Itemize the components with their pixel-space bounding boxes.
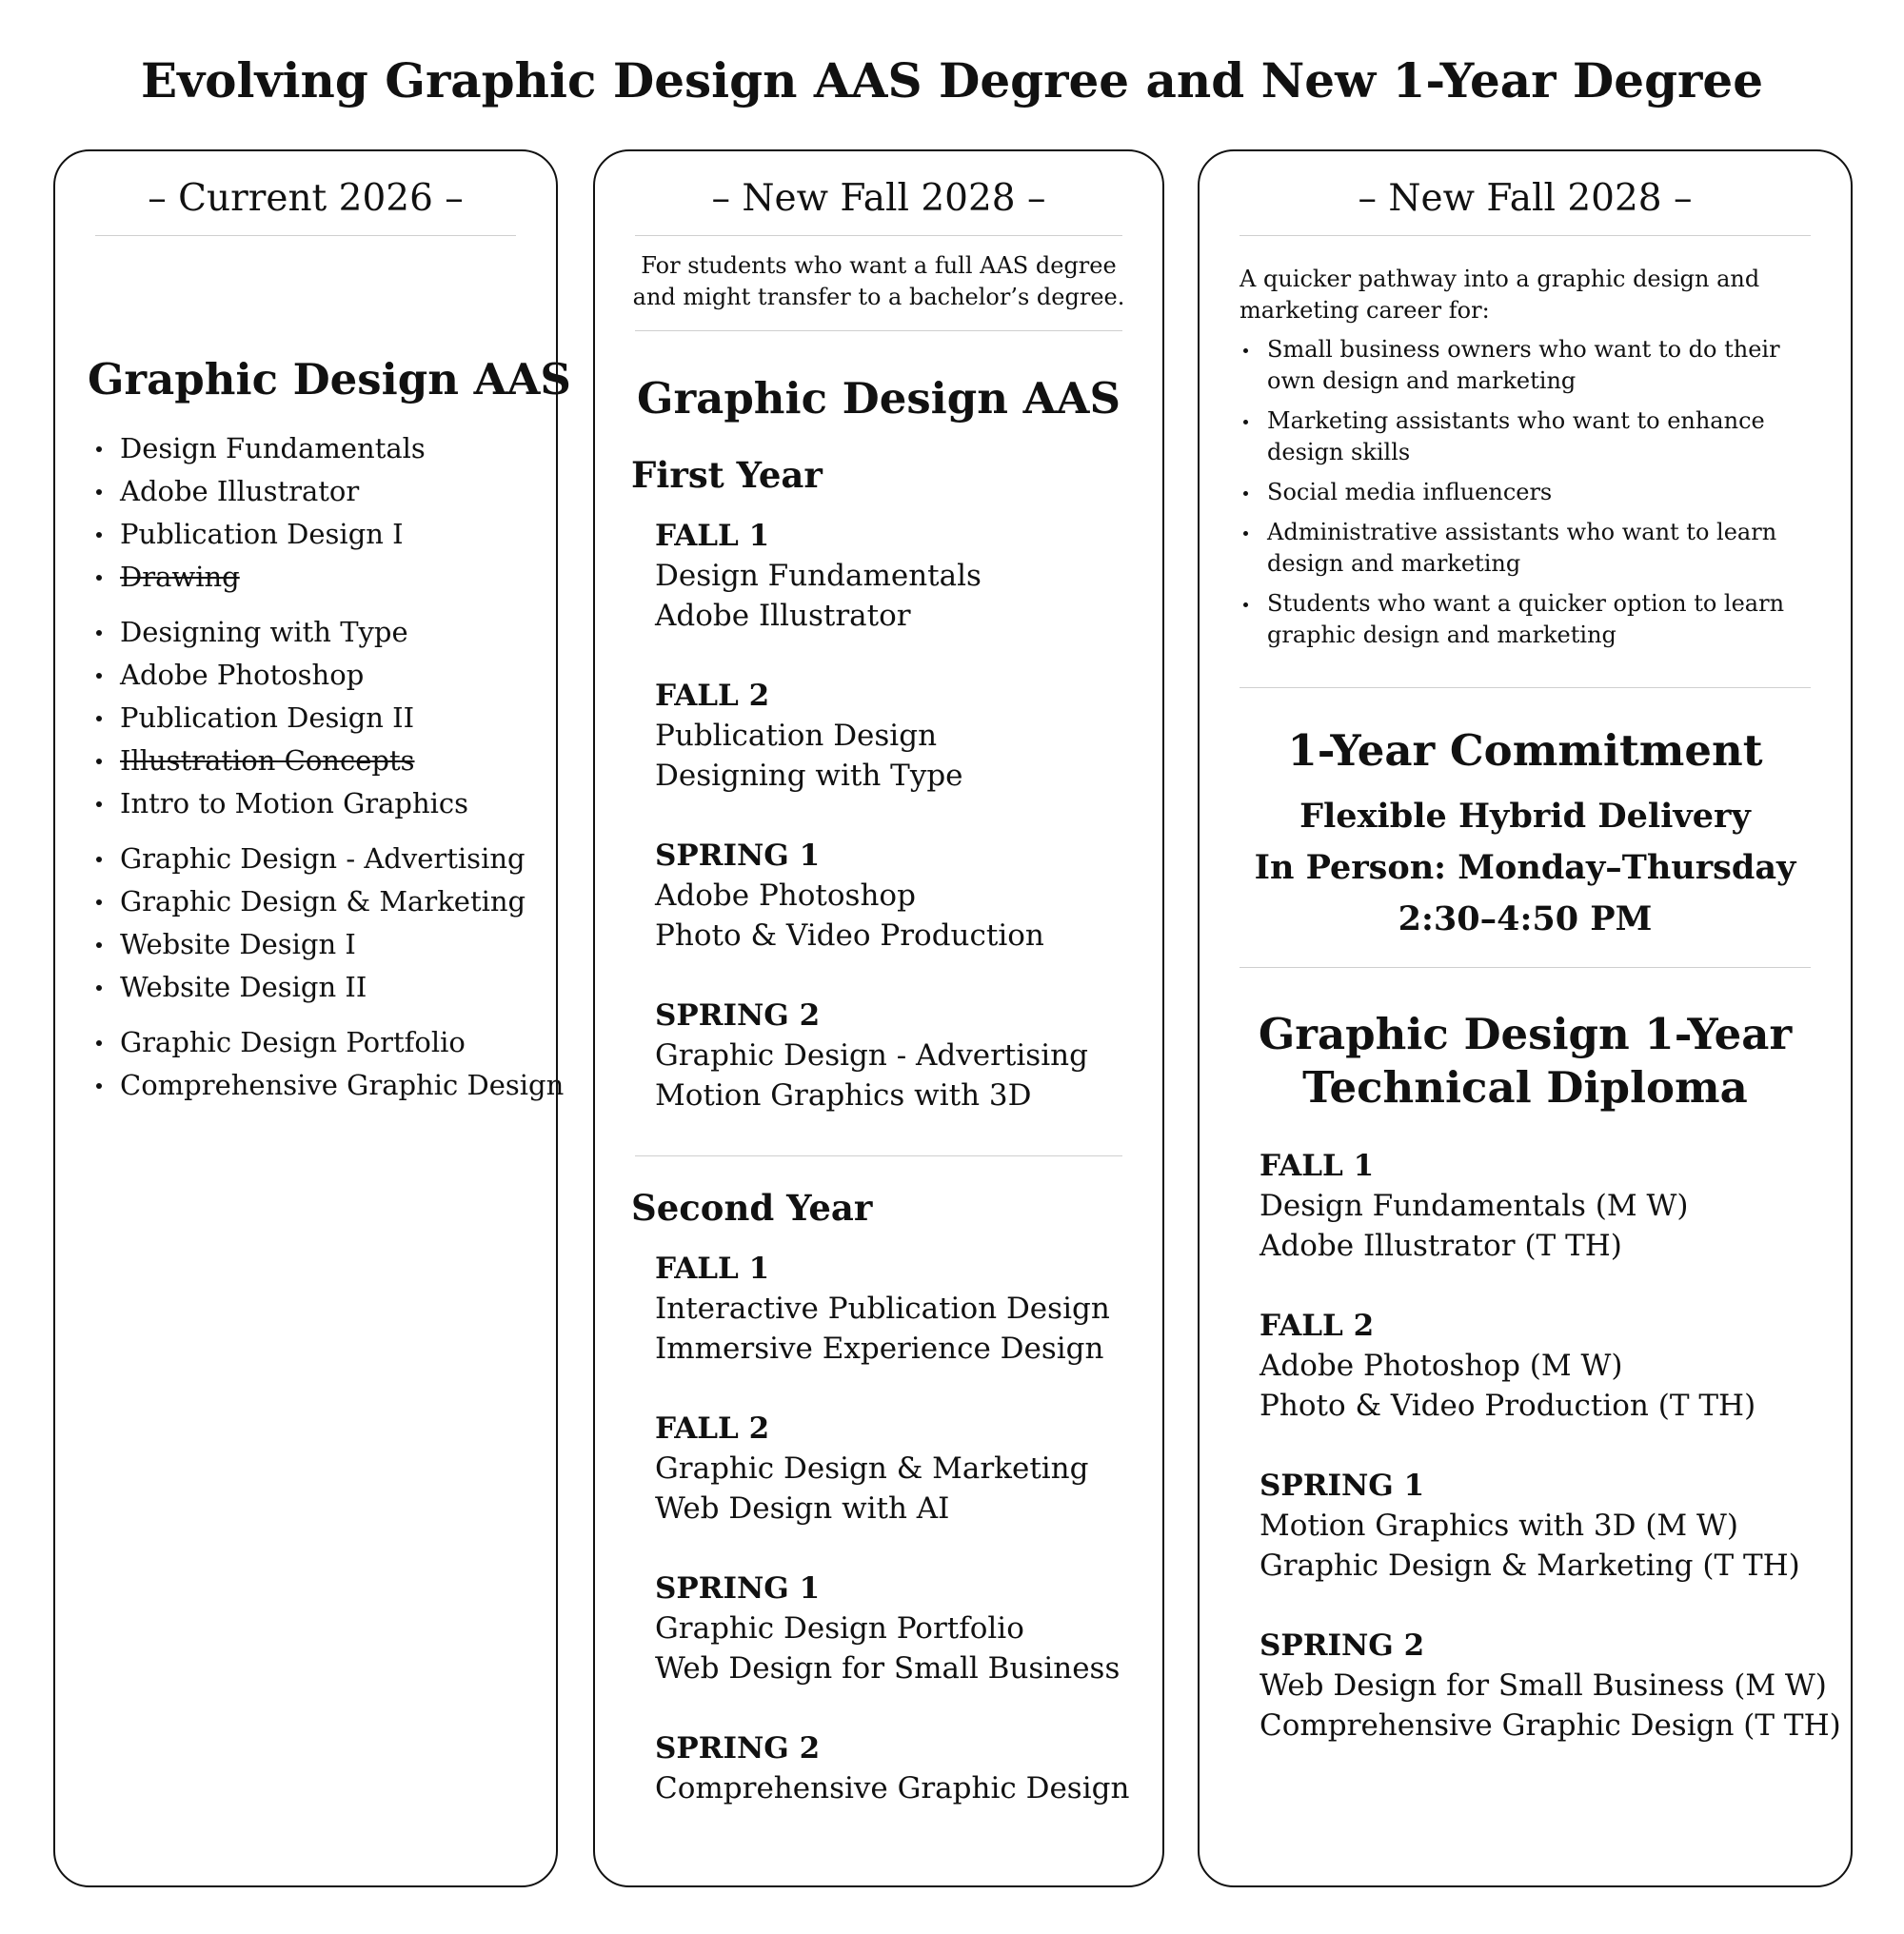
commitment-heading: 1-Year Commitment — [1287, 725, 1763, 776]
commitment-divider — [1240, 967, 1811, 968]
new-aas-program-title: Graphic Design AAS — [637, 373, 1121, 424]
diploma-program-title: Graphic Design 1-Year Technical Diploma — [1258, 1009, 1793, 1113]
term-block: SPRING 2 Graphic Design - Advertising Motion Graphics with 3D — [655, 998, 1088, 1113]
new-diploma-column — [1198, 149, 1853, 1887]
list-item: Publication Design II — [93, 697, 564, 740]
list-item: Graphic Design - Advertising — [93, 838, 564, 880]
list-item: Marketing assistants who want to enhance design skills — [1241, 405, 1803, 468]
term-block: SPRING 2 Web Design for Small Business (M W) Comprehensive Graphic Design (T TH) — [1259, 1628, 1841, 1743]
list-item: Comprehensive Graphic Design — [93, 1064, 564, 1107]
term-block: SPRING 1 Adobe Photoshop Photo & Video Production — [655, 839, 1044, 953]
year-divider — [635, 1155, 1122, 1156]
list-item: Graphic Design Portfolio — [93, 1021, 564, 1064]
new-aas-column — [593, 149, 1164, 1887]
in-person-days: In Person: Monday–Thursday — [1254, 848, 1796, 887]
list-item: Publication Design I — [93, 513, 564, 556]
second-year-heading: Second Year — [631, 1187, 873, 1229]
page-title: Evolving Graphic Design AAS Degree and New 1-Year Degree — [140, 52, 1764, 109]
term-block: FALL 1 Design Fundamentals Adobe Illustrator — [655, 519, 982, 633]
new-aas-header: – New Fall 2028 – — [711, 177, 1046, 220]
term-block: FALL 1 Design Fundamentals (M W) Adobe Illustrator (T TH) — [1259, 1149, 1689, 1263]
class-time: 2:30–4:50 PM — [1398, 899, 1653, 938]
list-item: Graphic Design & Marketing — [93, 880, 564, 923]
list-item: Intro to Motion Graphics — [93, 782, 564, 825]
term-block: FALL 2 Adobe Photoshop (M W) Photo & Video Production (T TH) — [1259, 1309, 1756, 1423]
audience-divider — [1240, 687, 1811, 688]
current-column — [53, 149, 571, 1887]
current-header: – Current 2026 – — [148, 177, 464, 220]
header-divider — [635, 235, 1122, 236]
intro-divider — [635, 330, 1122, 331]
list-item: Design Fundamentals — [93, 427, 564, 470]
term-block: SPRING 2 Comprehensive Graphic Design — [655, 1731, 1130, 1806]
new-diploma-header: – New Fall 2028 – — [1358, 177, 1693, 220]
term-block: SPRING 1 Motion Graphics with 3D (M W) Graphic Design & Marketing (T TH) — [1259, 1469, 1800, 1583]
current-program-title: Graphic Design AAS — [88, 354, 571, 405]
term-block: FALL 1 Interactive Publication Design Immersive Experience Design — [655, 1252, 1110, 1366]
new-aas-intro: For students who want a full AAS degree and might transfer to a bachelor’s degree. — [632, 252, 1125, 310]
list-item: Administrative assistants who want to learn design and marketing — [1241, 517, 1803, 580]
list-item: Adobe Photoshop — [93, 654, 564, 697]
current-course-list — [93, 427, 564, 1107]
list-item: Website Design I — [93, 923, 564, 966]
list-item: Social media influencers — [1241, 477, 1803, 508]
list-item: Students who want a quicker option to learn graphic design and marketing — [1241, 588, 1803, 651]
list-item-struck: Drawing — [93, 556, 564, 599]
audience-list — [1241, 334, 1803, 660]
term-block: SPRING 1 Graphic Design Portfolio Web Design for Small Business — [655, 1571, 1121, 1686]
first-year-heading: First Year — [631, 454, 823, 496]
list-item-struck: Illustration Concepts — [93, 740, 564, 782]
list-item: Designing with Type — [93, 611, 564, 654]
header-divider — [1240, 235, 1811, 236]
delivery-mode: Flexible Hybrid Delivery — [1299, 797, 1751, 836]
audience-lead: A quicker pathway into a graphic design and marketing career for: — [1240, 266, 1760, 324]
term-block: FALL 2 Publication Design Designing with Type — [655, 679, 963, 793]
list-item: Website Design II — [93, 966, 564, 1009]
list-item: Small business owners who want to do their own design and marketing — [1241, 334, 1803, 397]
header-divider — [95, 235, 516, 236]
list-item: Adobe Illustrator — [93, 470, 564, 513]
term-block: FALL 2 Graphic Design & Marketing Web Design with AI — [655, 1411, 1089, 1526]
